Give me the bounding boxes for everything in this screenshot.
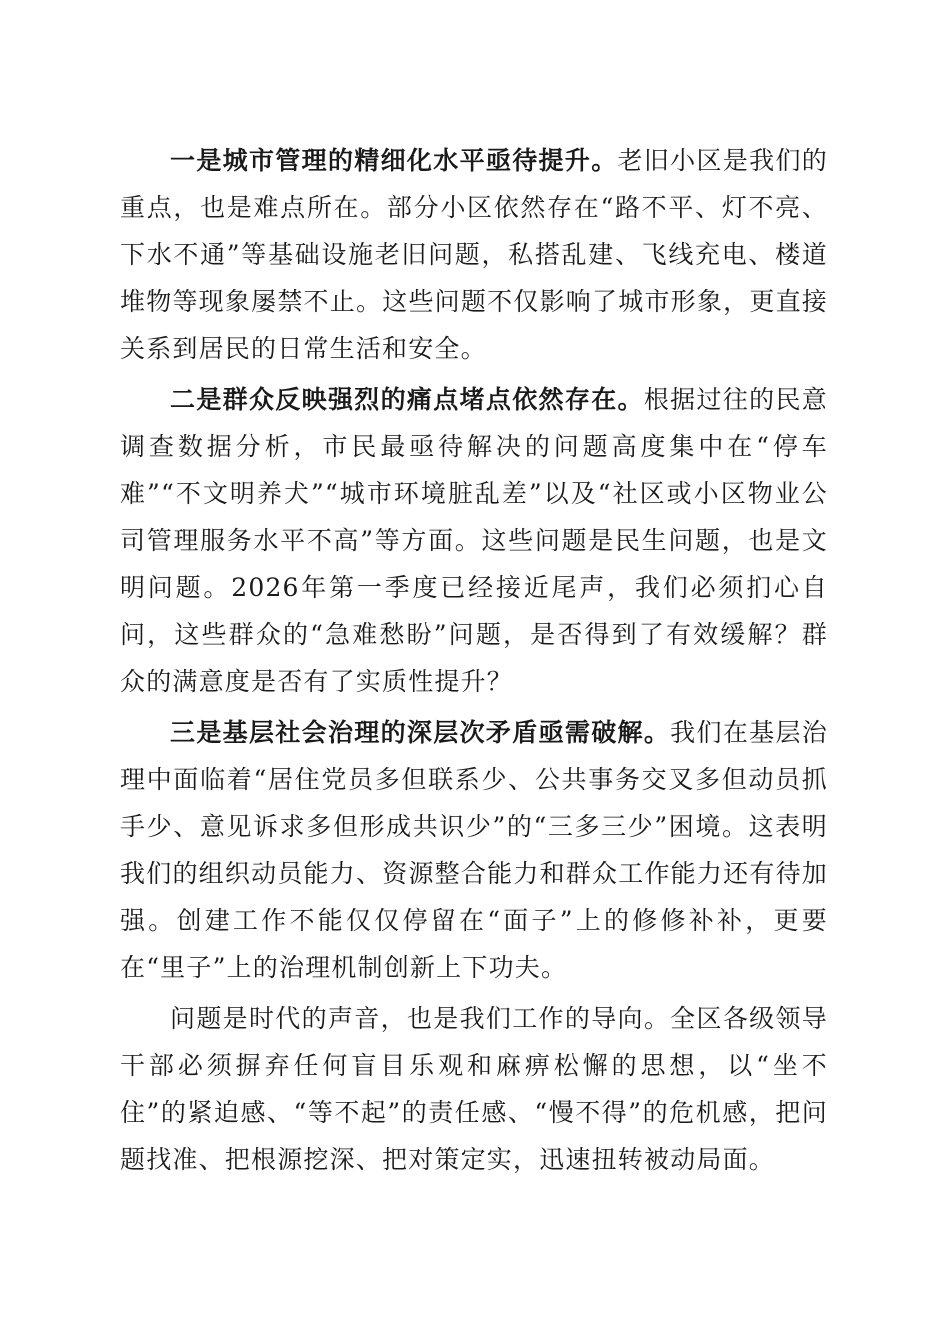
paragraph-lead: 二是群众反映强烈的痛点堵点依然存在。: [170, 385, 644, 414]
paragraph-text: 问题是时代的声音，也是我们工作的导向。全区各级领导干部必须摒弃任何盲目乐观和麻痹松懈的思想，以“坐不住”的紧迫感、“等不起”的责任感、“慢不得”的危机感，把问题找准、把根源挖深、把对策定实，迅速扭转被动局面。: [120, 1004, 828, 1174]
paragraph-grassroots-governance: [120, 709, 828, 991]
paragraph-text: 老旧小区是我们的重点，也是难点所在。部分小区依然存在“路不平、灯不亮、下水不通”等基础设施老旧问题，私搭乱建、飞线充电、楼道堆物等现象屡禁不止。这些问题不仅影响了城市形象，更直接关系到居民的日常生活和安全。: [120, 146, 828, 363]
paragraph-public-concerns: [120, 376, 828, 705]
paragraph-lead: 三是基层社会治理的深层次矛盾亟需破解。: [170, 718, 671, 747]
paragraph-conclusion: [120, 995, 828, 1183]
paragraph-lead: 一是城市管理的精细化水平亟待提升。: [170, 146, 618, 175]
document-body: [120, 137, 828, 1187]
paragraph-text: 根据过往的民意调查数据分析，市民最亟待解决的问题高度集中在“停车难”“不文明养犬”“城市环境脏乱差”以及“社区或小区物业公司管理服务水平不高”等方面。这些问题是民生问题，也是文明问题。2026年第一季度已经接近尾声，我们必须扪心自问，这些群众的“急难愁盼”问题，是否得到了有效缓解？群众的满意度是否有了实质性提升？: [120, 385, 828, 696]
paragraph-text: 我们在基层治理中面临着“居住党员多但联系少、公共事务交叉多但动员抓手少、意见诉求多但形成共识少”的“三多三少”困境。这表明我们的组织动员能力、资源整合能力和群众工作能力还有待加强。创建工作不能仅仅停留在“面子”上的修修补补，更要在“里子”上的治理机制创新上下功夫。: [120, 718, 828, 982]
paragraph-city-management: [120, 137, 828, 372]
